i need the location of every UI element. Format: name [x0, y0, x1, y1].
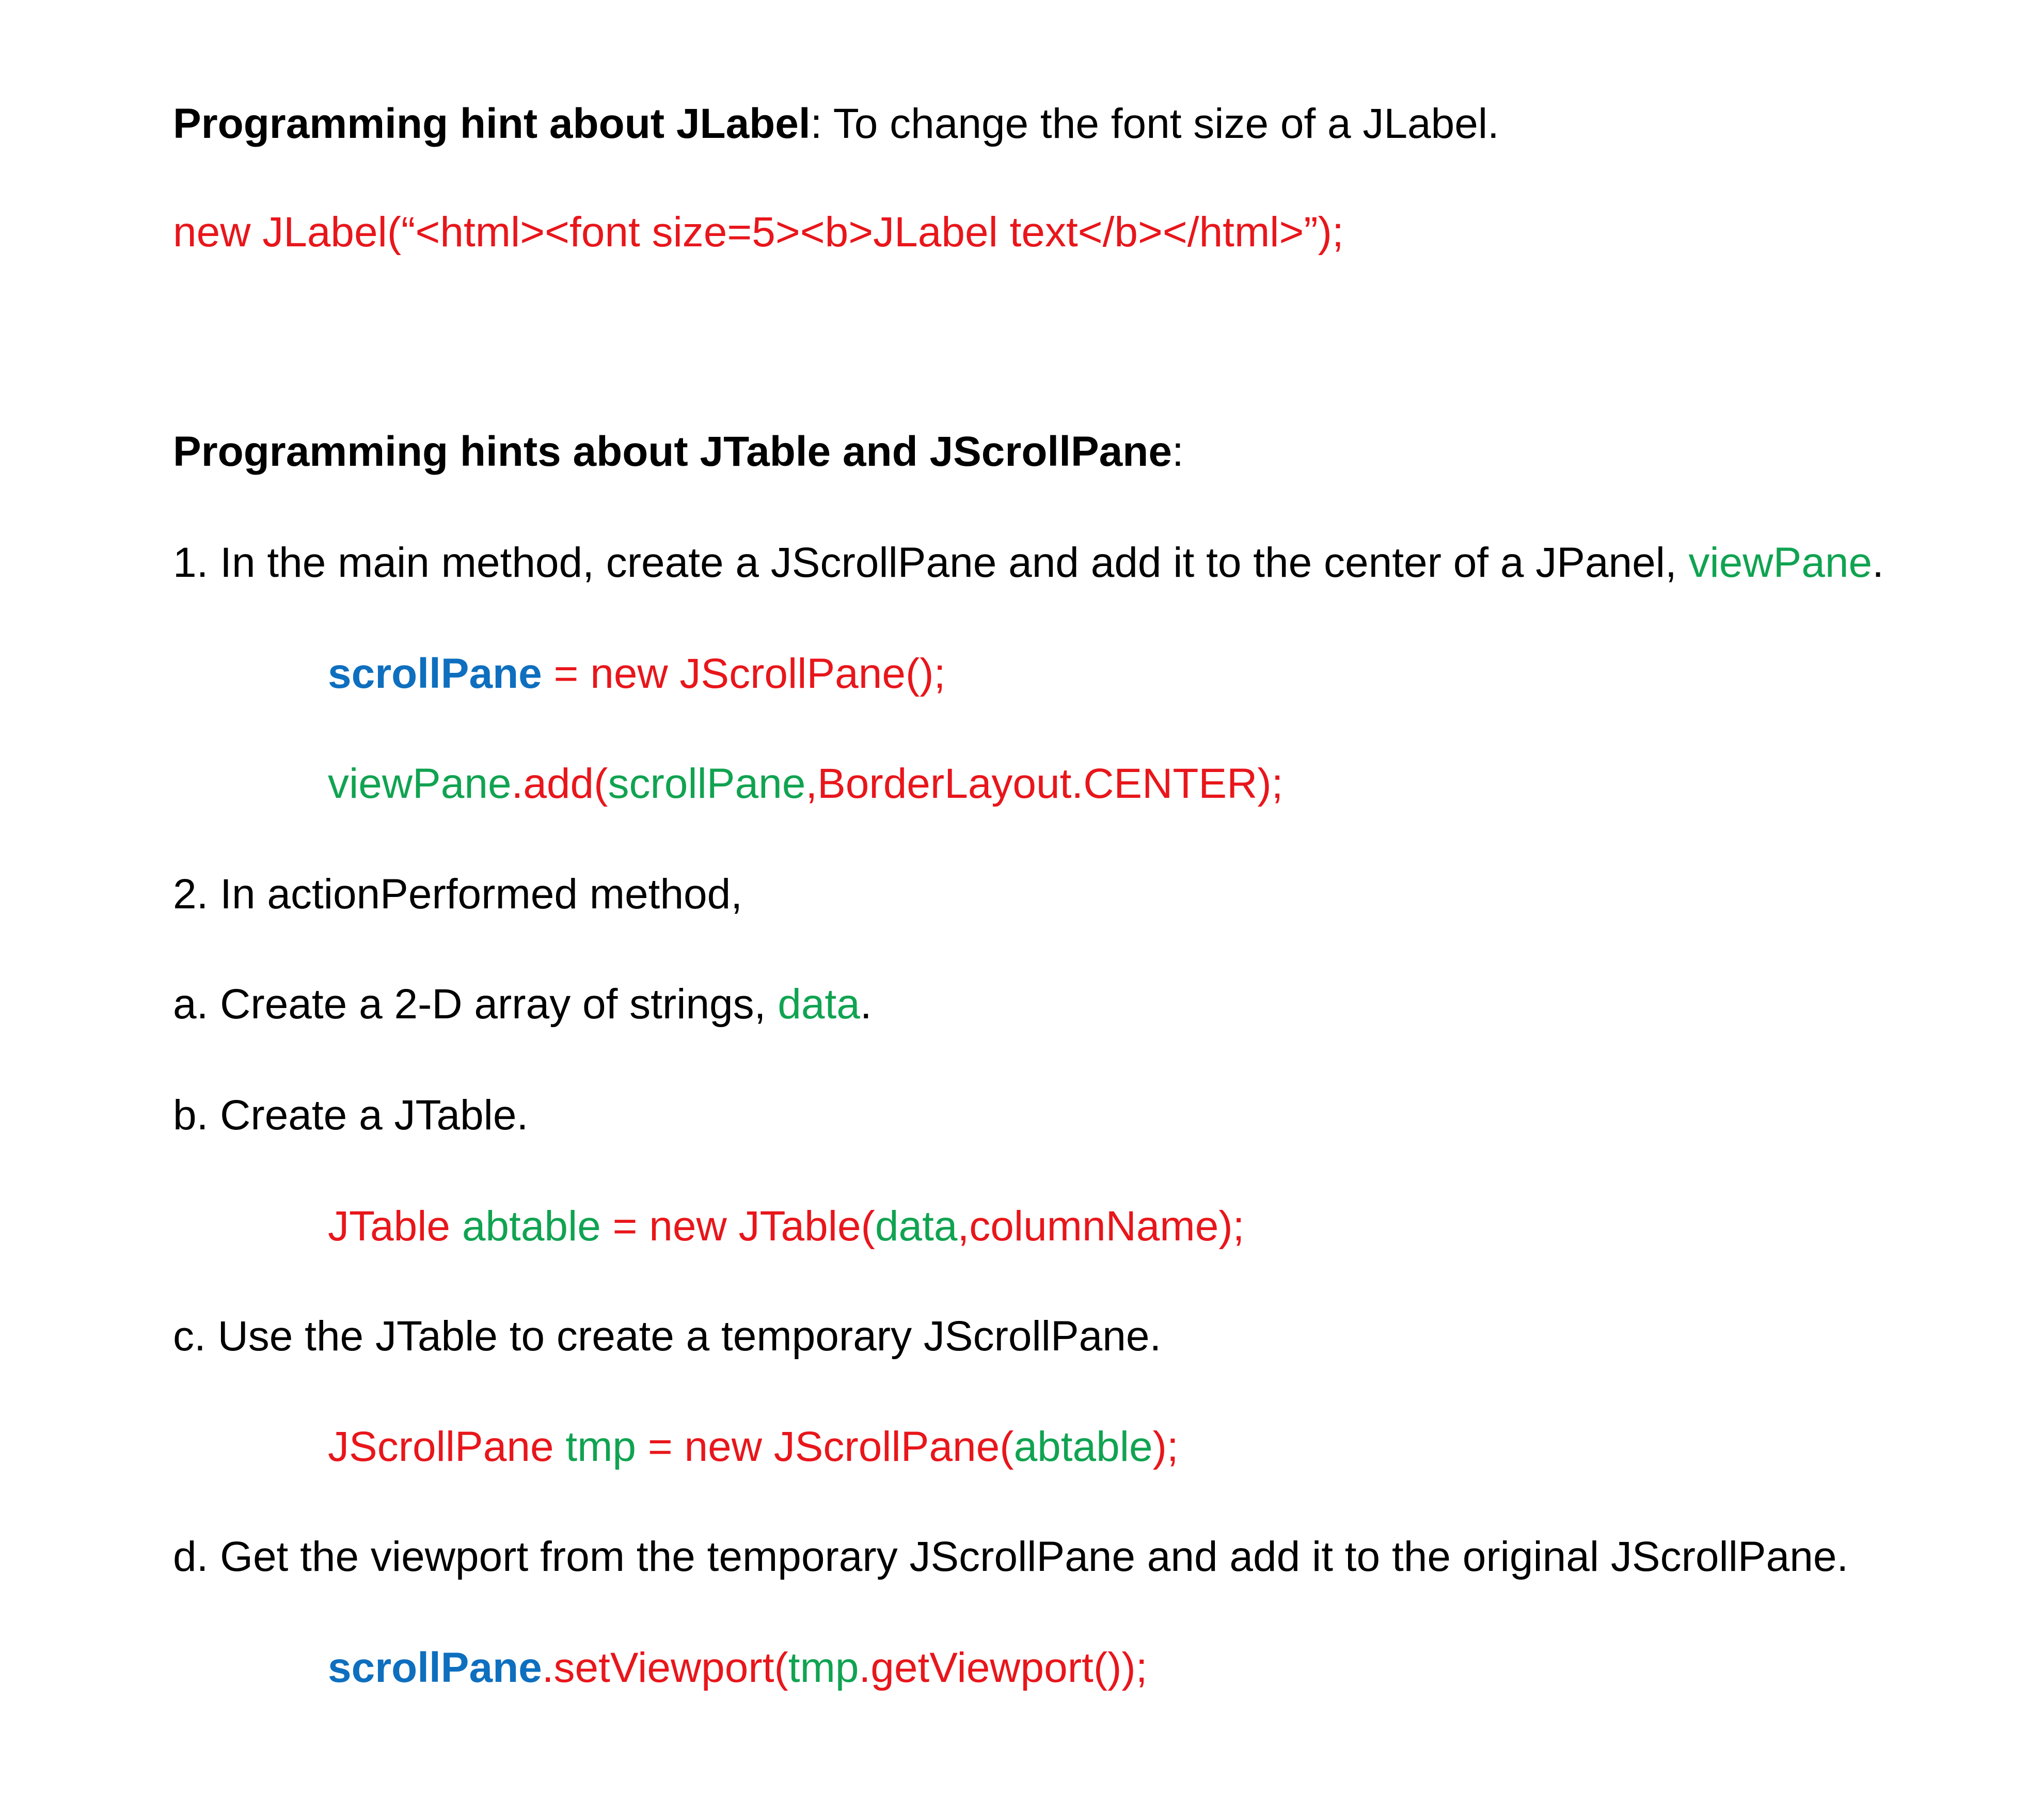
step-c-code-rest: ); — [1152, 1423, 1179, 1470]
step-1-code-2-rest: ,BorderLayout.CENTER); — [805, 760, 1284, 807]
step-c-code — [328, 1421, 1179, 1473]
jtable-hint-colon: : — [1171, 428, 1184, 475]
step-c-code-arg: abtable — [1013, 1423, 1153, 1470]
step-d-code-method: .setViewport( — [542, 1644, 788, 1691]
step-c-code-type: JScrollPane — [328, 1423, 566, 1470]
step-1-line — [173, 537, 1884, 589]
step-1-code-1-rest: = new JScrollPane(); — [542, 650, 946, 697]
step-a-text: a. Create a 2-D array of strings, — [173, 981, 778, 1028]
step-b-code-rest: ,columnName); — [957, 1203, 1245, 1250]
step-1-code-1-field: scrollPane — [328, 650, 542, 697]
step-d-code-field: scrollPane — [328, 1644, 542, 1691]
step-1-code-1 — [328, 648, 945, 700]
jtable-hint-line — [173, 426, 1184, 478]
step-b-code-mid: = new JTable( — [600, 1203, 875, 1250]
step-c-code-mid: = new JScrollPane( — [636, 1423, 1014, 1470]
jlabel-hint-heading: Programming hint about JLabel — [173, 100, 811, 147]
step-1-var: viewPane — [1688, 539, 1873, 586]
step-1-code-2 — [328, 758, 1283, 810]
jtable-hint-heading: Programming hints about JTable and JScrollPane — [173, 428, 1172, 475]
step-1-code-2-arg: scrollPane — [608, 760, 806, 807]
step-a-line — [173, 979, 872, 1030]
step-b-line: b. Create a JTable. — [173, 1092, 529, 1139]
step-c-line: c. Use the JTable to create a temporary JScrollPane. — [173, 1313, 1162, 1360]
step-a-var: data — [778, 981, 860, 1028]
jlabel-code-line: new JLabel(“<html><font size=5><b>JLabel text</b></html>”); — [173, 209, 1344, 256]
jlabel-hint-text: : To change the font size of a JLabel. — [810, 100, 1499, 147]
step-b-code — [328, 1201, 1244, 1252]
step-c-code-var: tmp — [565, 1423, 637, 1470]
step-d-code-obj: tmp — [788, 1644, 859, 1691]
jlabel-hint-line — [173, 98, 1499, 150]
step-b-code-var: abtable — [462, 1203, 601, 1250]
step-d-code — [328, 1642, 1148, 1694]
step-1-code-2-method: .add( — [511, 760, 608, 807]
step-d-code-rest: .getViewport()); — [859, 1644, 1148, 1691]
step-a-end: . — [860, 981, 872, 1028]
step-2-line: 2. In actionPerformed method, — [173, 871, 743, 918]
step-1-text: 1. In the main method, create a JScrollPane and add it to the center of a JPanel, — [173, 539, 1689, 586]
step-d-line: d. Get the viewport from the temporary JScrollPane and add it to the original JScrollPane. — [173, 1533, 1849, 1580]
step-1-code-2-obj: viewPane — [328, 760, 512, 807]
step-b-code-arg: data — [875, 1203, 958, 1250]
step-b-code-type: JTable — [328, 1203, 462, 1250]
step-1-end: . — [1872, 539, 1884, 586]
